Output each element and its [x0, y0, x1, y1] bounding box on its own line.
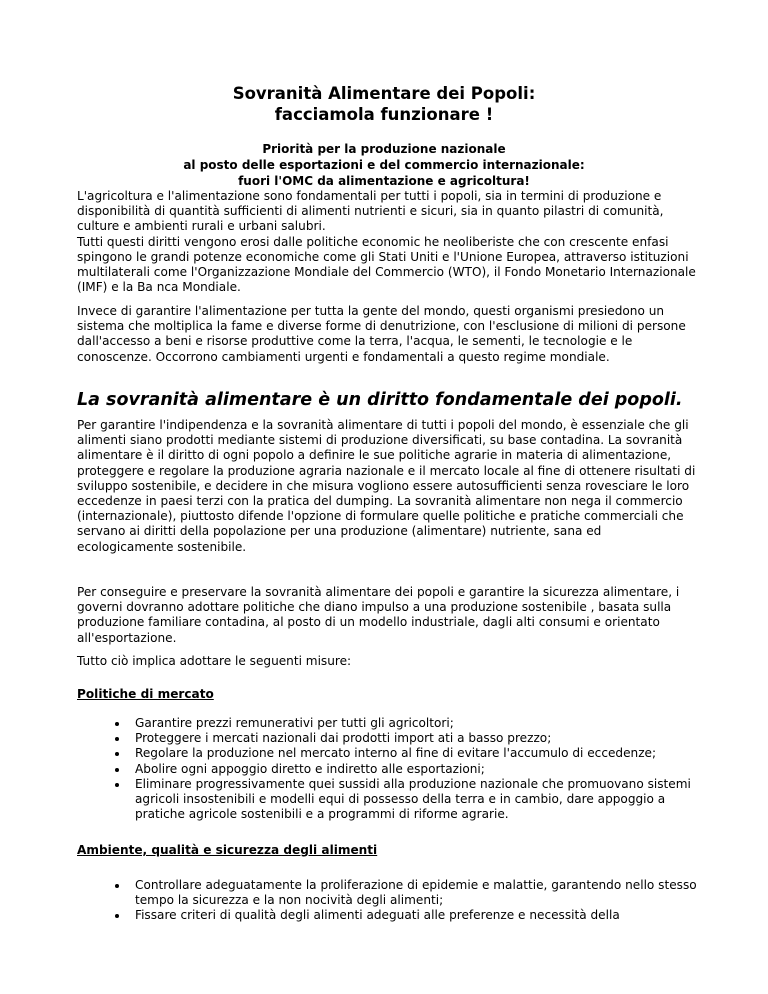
bullet-icon [115, 737, 119, 741]
list-item: Regolare la produzione nel mercato interno al fine di evitare l'accumulo di eccedenze; [77, 746, 701, 761]
bullet-icon [115, 722, 119, 726]
environment-heading: Ambiente, qualità e sicurezza degli alimenti [77, 843, 378, 857]
list-item: Garantire prezzi remunerativi per tutti gli agricoltori; [77, 716, 701, 731]
list-item: Controllare adeguatamente la proliferazione di epidemie e malattie, garantendo nello stesso tempo la sicurezza e la non nocività degli alimenti; [77, 878, 701, 908]
bullet-icon [115, 783, 119, 787]
environment-list [77, 878, 701, 924]
market-policies-list [77, 716, 701, 822]
bullet-icon [115, 884, 119, 888]
section-heading: La sovranità alimentare è un diritto fondamentale dei popoli. [77, 390, 683, 410]
bullet-icon [115, 914, 119, 918]
market-policies-heading: Politiche di mercato [77, 687, 214, 701]
subtitle-line-1: Priorità per la produzione nazionale [262, 142, 506, 156]
list-item: Proteggere i mercati nazionali dai prodotti import ati a basso prezzo; [77, 731, 701, 746]
subtitle-line-3: fuori l'OMC da alimentazione e agricoltura! [238, 174, 530, 188]
bullet-icon [115, 752, 119, 756]
subtitle-line-2: al posto delle esportazioni e del commercio internazionale: [183, 158, 585, 172]
title-line-1: Sovranità Alimentare dei Popoli: [232, 84, 536, 103]
section-paragraph-1: Per garantire l'indipendenza e la sovranità alimentare di tutti i popoli del mondo, è essenziale che gli alimenti siano prodotti mediante sistemi di produzione diversificati, su base contadina. La sovranità alimentare è il diritto di ogni popolo a definire le sue politiche agrarie in materia di alimentazione, proteggere e regolare la produzione agraria nazionale e il mercato locale al fine di ottenere risultati di sviluppo sostenibile, e decidere in che misura vogliono essere autosufficienti senza rovesciare le loro eccedenze in paesi terzi con la pratica del dumping. La sovranità alimentare non nega il commercio (internazionale), piuttosto difende l'opzione di formulare quelle politiche e pratiche commerciali che servano ai diritti della popolazione per una produzione (alimentare) nutriente, sana ed ecologicamente sostenibile. [77, 418, 696, 554]
list-item: Abolire ogni appoggio diretto e indiretto alle esportazioni; [77, 762, 701, 777]
intro-paragraph-1: L'agricoltura e l'alimentazione sono fondamentali per tutti i popoli, sia in termini di produzione e disponibilità di quantità sufficienti di alimenti nutrienti e sicuri, sia in quanto pilastri di comunità, culture e ambienti rurali e urbani salubri. Tutti questi diritti vengono erosi dalle politiche economic he neoliberiste che con crescente enfasi spingono le grandi potenze economiche come gli Stati Uniti e l'Unione Europea, attraverso istituzioni multilaterali come l'Organizzazione Mondiale del Commercio (WTO), il Fondo Monetario Internazionale (IMF) e la Ba nca Mondiale. [77, 189, 696, 295]
intro-paragraph-2: Invece di garantire l'alimentazione per tutta la gente del mondo, questi organismi presiedono un sistema che moltiplica la fame e diverse forme di denutrizione, con l'esclusione di milioni di persone dall'accesso a beni e risorse produttive come la terra, l'acqua, le sementi, le tecnologie e le conoscenze. Occorrono cambiamenti urgenti e fondamentali a questo regime mondiale. [77, 304, 686, 364]
document-title [0, 83, 768, 125]
document-subtitle [0, 141, 768, 189]
bullet-icon [115, 768, 119, 772]
title-line-2: facciamola funzionare ! [274, 105, 494, 124]
list-item: Fissare criteri di qualità degli alimenti adeguati alle preferenze e necessità della [77, 908, 701, 923]
section-paragraph-2: Per conseguire e preservare la sovranità alimentare dei popoli e garantire la sicurezza alimentare, i governi dovranno adottare politiche che diano impulso a una produzione sostenibile , basata sulla produzione familiare contadina, al posto di un modello industriale, dagli alti consumi e orientato all'esportazione. [77, 585, 680, 645]
list-item: Eliminare progressivamente quei sussidi alla produzione nazionale che promuovano sistemi agricoli insostenibili e modelli equi di possesso della terra e in cambio, dare appoggio a pratiche agricole sostenibili e a programmi di riforme agrarie. [77, 777, 701, 823]
section-paragraph-3: Tutto ciò implica adottare le seguenti misure: [77, 654, 352, 668]
